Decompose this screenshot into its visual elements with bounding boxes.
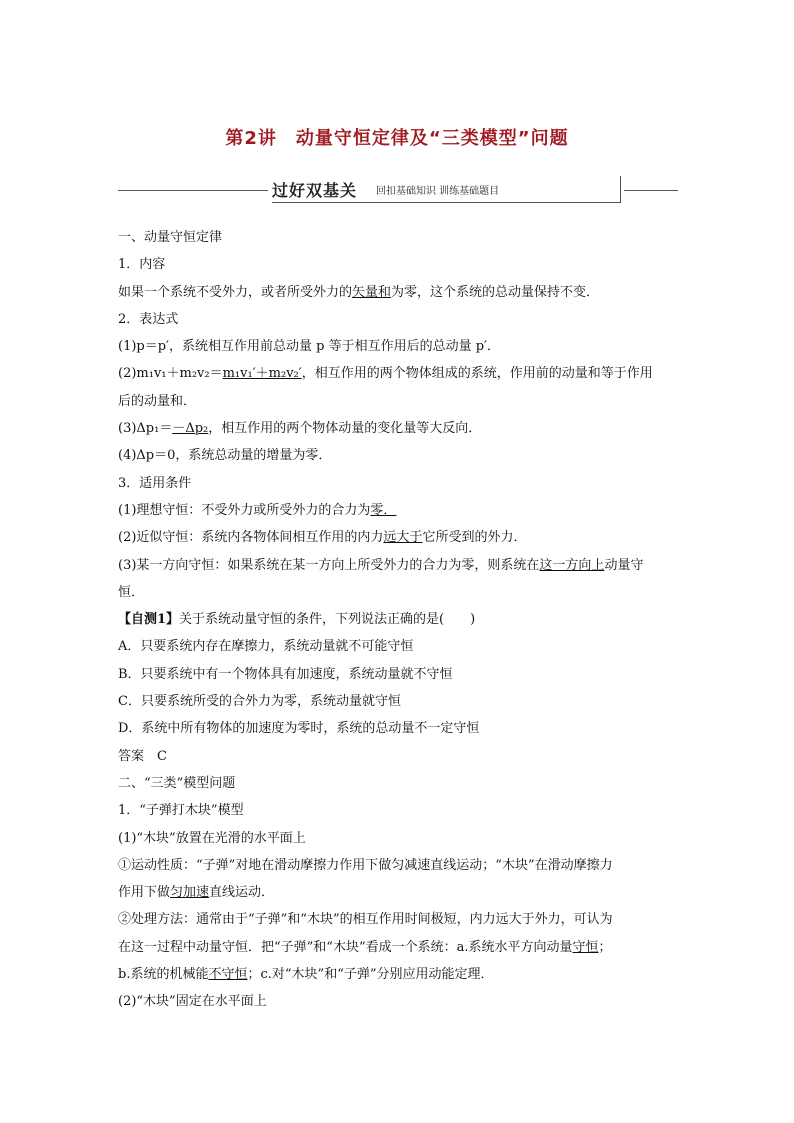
underlined-blank: m₁v₁′＋m₂v₂′ <box>222 366 302 382</box>
text-line <box>118 988 680 1015</box>
banner-rule-left <box>118 190 268 191</box>
body-text <box>118 224 680 1016</box>
text-line <box>118 770 680 797</box>
lecture-title: 第2讲 动量守恒定律及“三类模型”问题 <box>225 128 569 149</box>
text-segment: (2)近似守恒：系统内各物体间相互作用的内力 <box>118 530 384 546</box>
text-segment: 它所受到的外力． <box>422 530 527 546</box>
text-line <box>118 906 680 933</box>
text-segment: 作用下做 <box>118 885 171 901</box>
text-line <box>118 633 680 660</box>
underlined-blank: －Δp₂ <box>172 421 209 437</box>
text-line <box>118 470 680 497</box>
banner-rule-right <box>624 190 678 191</box>
text-line <box>118 306 680 333</box>
text-segment: ； <box>598 939 612 955</box>
label-bold: 【自测1】 <box>118 612 180 628</box>
text-segment: ；c.对“木块”和“子弹”分别应用动能定理． <box>247 967 494 983</box>
text-segment: 3．适用条件 <box>118 475 192 491</box>
text-segment: 后的动量和． <box>118 393 197 409</box>
text-line <box>118 743 680 770</box>
text-segment: 二、“三类”模型问题 <box>118 775 236 791</box>
text-line <box>118 688 680 715</box>
underlined-blank: 守恒 <box>572 939 599 955</box>
text-line <box>118 879 680 906</box>
text-segment: ，相互作用的两个物体组成的系统，作用前的动量和等于作用 <box>301 366 653 382</box>
text-segment: (2)m₁v₁＋m₂v₂＝ <box>118 366 223 382</box>
text-segment: ①运动性质：“子弹”对地在滑动摩擦力作用下做匀减速直线运动；“木块”在滑动摩擦力 <box>118 857 613 873</box>
text-line <box>118 934 680 961</box>
text-line <box>118 224 680 251</box>
text-segment: (1)“木块”放置在光滑的水平面上 <box>118 830 306 846</box>
banner-box <box>272 176 621 203</box>
text-segment: B．只要系统中有一个物体具有加速度，系统动量就不守恒 <box>118 666 453 682</box>
section-banner <box>118 176 678 208</box>
text-line <box>118 333 680 360</box>
text-segment: (3)Δp₁＝ <box>118 421 173 437</box>
text-line <box>118 606 680 633</box>
text-line <box>118 360 680 387</box>
text-line <box>118 552 680 579</box>
text-segment: 直线运动． <box>209 885 275 901</box>
text-segment: 动量守 <box>604 557 644 573</box>
underlined-blank: 远大于 <box>383 530 423 546</box>
text-segment: (1)p＝p′，系统相互作用前总动量 p 等于相互作用后的总动量 p′． <box>118 339 501 355</box>
text-segment: 为零，这个系统的总动量保持不变． <box>391 284 600 300</box>
text-line <box>118 497 680 524</box>
text-segment: 在这一过程中动量守恒．把“子弹”和“木块”看成一个系统：a.系统水平方向动量 <box>118 939 573 955</box>
text-line <box>118 961 680 988</box>
text-segment: A．只要系统内存在摩擦力，系统动量就不可能守恒 <box>118 639 414 655</box>
text-line <box>118 715 680 742</box>
text-segment: (4)Δp＝0，系统总动量的增量为零． <box>118 448 332 464</box>
underlined-blank: 这一方向上 <box>539 557 605 573</box>
text-line <box>118 442 680 469</box>
text-line <box>118 852 680 879</box>
text-segment: (3)某一方向守恒：如果系统在某一方向上所受外力的合力为零，则系统在 <box>118 557 540 573</box>
text-line <box>118 524 680 551</box>
text-segment: 关于系统动量守恒的条件，下列说法正确的是( ) <box>179 612 476 628</box>
banner-heading: 过好双基关 <box>272 181 358 200</box>
underlined-blank: 不守恒 <box>208 967 248 983</box>
text-segment: 1．内容 <box>118 257 166 273</box>
text-segment: 1．“子弹打木块”模型 <box>118 803 244 819</box>
text-line <box>118 661 680 688</box>
text-segment: b.系统的机械能 <box>118 967 209 983</box>
text-segment: (2)“木块”固定在水平面上 <box>118 994 267 1010</box>
text-segment: 2．表达式 <box>118 311 179 327</box>
text-line <box>118 579 680 606</box>
text-segment: (1)理想守恒：不受外力或所受外力的合力为 <box>118 502 371 518</box>
text-line <box>118 797 680 824</box>
text-line <box>118 251 680 278</box>
text-segment: 如果一个系统不受外力，或者所受外力的 <box>118 284 353 300</box>
text-line <box>118 415 680 442</box>
text-segment: D．系统中所有物体的加速度为零时，系统的总动量不一定守恒 <box>118 721 480 737</box>
text-segment: ，相互作用的两个物体动量的变化量等大反向． <box>208 421 482 437</box>
text-segment: 答案 C <box>118 748 167 764</box>
underlined-blank: 匀加速 <box>170 885 210 901</box>
underlined-blank: 矢量和 <box>352 284 392 300</box>
text-segment: 恒． <box>118 584 145 600</box>
underlined-blank: 零． <box>370 502 397 518</box>
text-segment: ②处理方法：通常由于“子弹”和“木块”的相互作用时间极短，内力远大于外力，可认为 <box>118 912 613 928</box>
text-segment: 一、动量守恒定律 <box>118 230 223 245</box>
text-line <box>118 279 680 306</box>
text-segment: C．只要系统所受的合外力为零，系统动量就守恒 <box>118 694 401 710</box>
text-line <box>118 825 680 852</box>
banner-subtitle: 回扣基础知识 训练基础题目 <box>376 186 500 197</box>
text-line <box>118 388 680 415</box>
